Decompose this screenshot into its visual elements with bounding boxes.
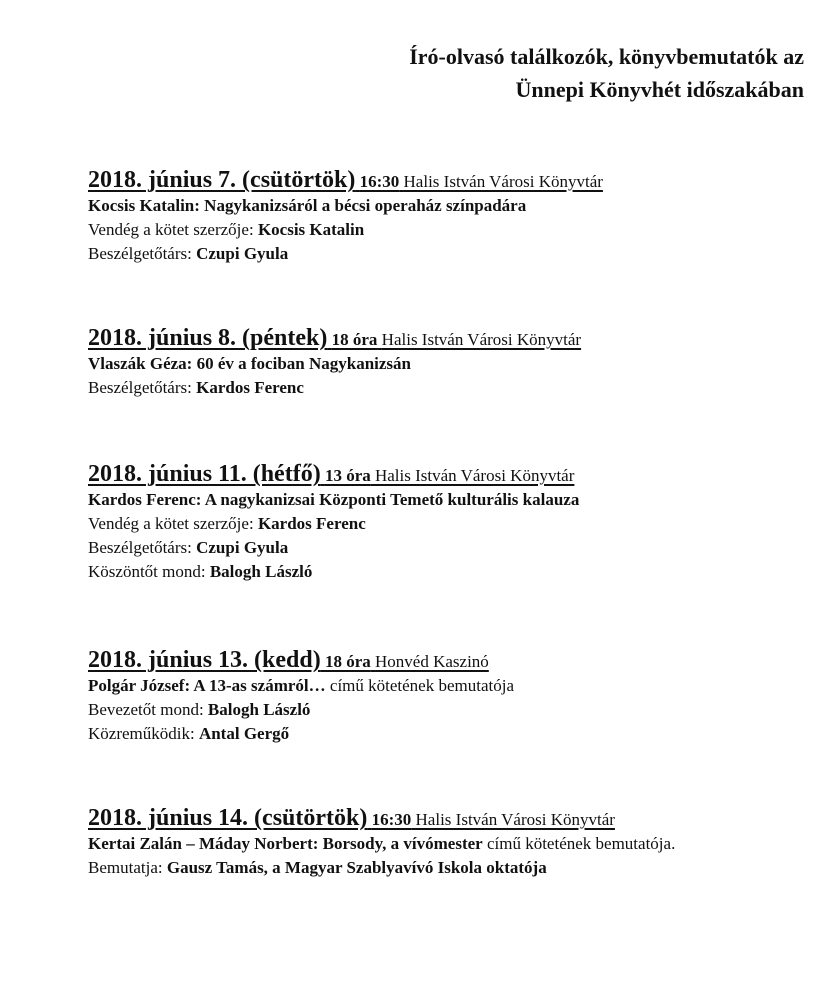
event-block	[88, 168, 800, 266]
event-detail-row	[88, 376, 800, 400]
detail-label: Bemutatja:	[88, 858, 163, 877]
event-date: 2018. június 8. (péntek)	[88, 325, 328, 351]
event-header	[88, 462, 800, 488]
event-block	[88, 326, 800, 400]
event-detail-row	[88, 698, 800, 722]
event-header	[88, 326, 800, 352]
detail-label: Közreműködik:	[88, 724, 195, 743]
event-time: 16:30	[359, 172, 400, 191]
event-time: 18 óra	[324, 652, 371, 671]
page-title	[409, 40, 804, 106]
event-date: 2018. június 11. (hétfő)	[88, 461, 321, 487]
event-venue: Halis István Városi Könyvtár	[381, 330, 582, 349]
title-line-1: Író-olvasó találkozók, könyvbemutatók az	[409, 44, 804, 69]
event-detail-row	[88, 242, 800, 266]
event-book-line	[88, 832, 800, 856]
event-book-title: Kardos Ferenc: A nagykanizsai Központi Temető kulturális kalauza	[88, 490, 580, 509]
detail-label: Köszöntőt mond:	[88, 562, 206, 581]
event-book-title: Polgár József: A 13-as számról…	[88, 676, 326, 695]
event-block	[88, 648, 800, 746]
event-book-suffix: című kötetének bemutatója	[329, 676, 515, 695]
event-book-title: Kocsis Katalin: Nagykanizsáról a bécsi operaház színpadára	[88, 196, 527, 215]
detail-label: Beszélgetőtárs:	[88, 538, 192, 557]
event-header	[88, 806, 800, 832]
event-book-line	[88, 674, 800, 698]
event-time: 16:30	[371, 810, 412, 829]
event-date: 2018. június 7. (csütörtök)	[88, 167, 356, 193]
detail-label: Beszélgetőtárs:	[88, 378, 192, 397]
event-detail-row	[88, 218, 800, 242]
event-detail-row	[88, 512, 800, 536]
event-detail-row	[88, 722, 800, 746]
event-header	[88, 168, 800, 194]
event-venue: Honvéd Kaszinó	[375, 652, 489, 671]
event-book-title: Vlaszák Géza: 60 év a fociban Nagykanizsán	[88, 354, 411, 373]
event-book-suffix: című kötetének bemutatója.	[486, 834, 676, 853]
event-detail-row	[88, 856, 800, 880]
event-header	[88, 648, 800, 674]
event-time: 13 óra	[324, 466, 371, 485]
detail-label: Vendég a kötet szerzője:	[88, 514, 254, 533]
detail-value: Kardos Ferenc	[257, 514, 366, 533]
event-time: 18 óra	[331, 330, 378, 349]
event-block	[88, 462, 800, 584]
event-venue: Halis István Városi Könyvtár	[415, 810, 615, 829]
detail-label: Beszélgetőtárs:	[88, 244, 192, 263]
event-venue: Halis István Városi Könyvtár	[374, 466, 575, 485]
detail-value: Balogh László	[207, 700, 311, 719]
detail-value: Kocsis Katalin	[257, 220, 365, 239]
event-detail-row	[88, 536, 800, 560]
title-line-2: Ünnepi Könyvhét időszakában	[515, 77, 804, 102]
detail-value: Balogh László	[209, 562, 313, 581]
event-block	[88, 806, 800, 880]
event-detail-row	[88, 560, 800, 584]
event-book-title: Kertai Zalán – Máday Norbert: Borsody, a vívómester	[88, 834, 483, 853]
detail-value: Kardos Ferenc	[196, 378, 304, 397]
event-date: 2018. június 14. (csütörtök)	[88, 805, 368, 831]
detail-value: Antal Gergő	[198, 724, 290, 743]
detail-label: Bevezetőt mond:	[88, 700, 204, 719]
detail-value: Czupi Gyula	[196, 538, 289, 557]
event-date: 2018. június 13. (kedd)	[88, 647, 321, 673]
event-venue: Halis István Városi Könyvtár	[403, 172, 603, 191]
detail-value: Gausz Tamás, a Magyar Szablyavívó Iskola oktatója	[166, 858, 547, 877]
detail-label: Vendég a kötet szerzője:	[88, 220, 254, 239]
detail-value: Czupi Gyula	[196, 244, 289, 263]
